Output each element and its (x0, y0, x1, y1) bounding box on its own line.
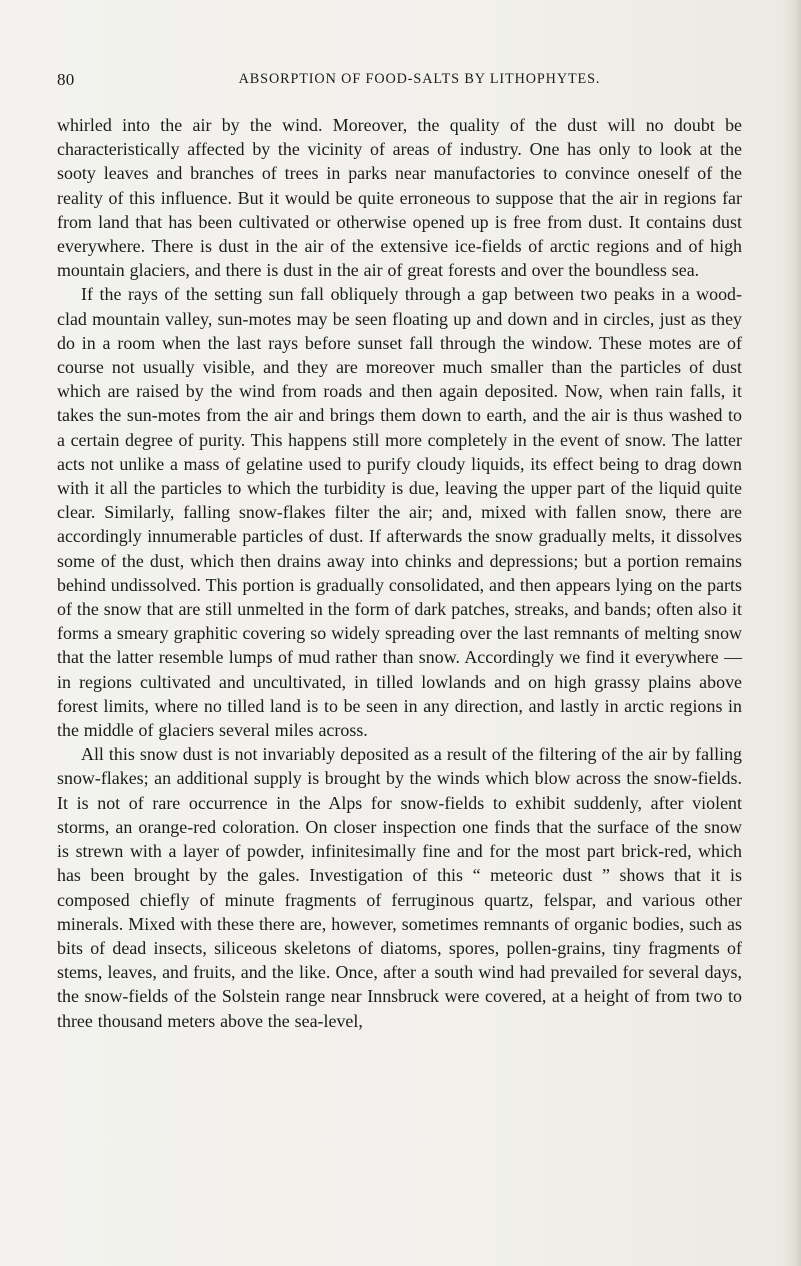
paragraph-continued: whirled into the air by the wind. Moreover, the quality of the dust will no doubt be characteristically affected by the vicinity of areas of industry. One has only to look at the sooty leaves and branches of trees in parks near manufactories to convince oneself of the reality of this influence. But it would be quite erroneous to suppose that the air in regions far from land that has been cultivated or otherwise opened up is free from dust. It contains dust everywhere. There is dust in the air of the extensive ice-fields of arctic regions and of high mountain glaciers, and there is dust in the air of great forests and over the boundless sea. (57, 115, 742, 281)
page-edge-shadow (783, 0, 801, 1266)
body-text (57, 113, 742, 1033)
running-title: ABSORPTION OF FOOD-SALTS BY LITHOPHYTES. (238, 71, 601, 87)
page-number: 80 (57, 70, 75, 89)
paragraph-sun-motes: If the rays of the setting sun fall obliquely through a gap between two peaks in a wood-clad mountain valley, sun-motes may be seen floating up and down and in circles, just as they do in a room when the last rays before sunset fall through the window. These motes are of course not usually visible, and they are moreover much smaller than the particles of dust which are raised by the wind from roads and then again deposited. Now, when rain falls, it takes the sun-motes from the air and brings them down to earth, and the air is thus washed to a certain degree of purity. This happens still more completely in the event of snow. The latter acts not unlike a mass of gelatine used to purify cloudy liquids, its effect being to drag down with it all the particles to which the turbidity is due, leaving the upper part of the liquid quite clear. Similarly, falling snow-flakes filter the air; and, mixed with fallen snow, there are accordingly innumerable particles of dust. If afterwards the snow gradually melts, it dissolves some of the dust, which then drains away into chinks and depressions; but a portion remains behind undissolved. This portion is gradually consolidated, and then appears lying on the parts of the snow that are still unmelted in the form of dark patches, streaks, and bands; often also it forms a smeary graphitic covering so widely spreading over the last remnants of melting snow that the latter resemble lumps of mud rather than snow. Accordingly we find it everywhere — in regions cultivated and uncultivated, in tilled lowlands and on high grassy plains above forest limits, where no tilled land is to be seen in any direction, and lastly in arctic regions in the middle of glaciers several miles across. (57, 284, 742, 741)
paragraph-snow-dust: All this snow dust is not invariably deposited as a result of the filtering of the air by falling snow-flakes; an additional supply is brought by the winds which blow across the snow-fields. It is not of rare occurrence in the Alps for snow-fields to exhibit suddenly, after violent storms, an orange-red coloration. On closer inspection one finds that the surface of the snow is strewn with a layer of powder, infinitesimally fine and for the most part brick-red, which has been brought by the gales. Investigation of this “ meteoric dust ” shows that it is composed chiefly of minute fragments of ferruginous quartz, felspar, and various other minerals. Mixed with these there are, however, sometimes remnants of organic bodies, such as bits of dead insects, siliceous skeletons of diatoms, spores, pollen-grains, tiny fragments of stems, leaves, and fruits, and the like. Once, after a south wind had prevailed for several days, the snow-fields of the Solstein range near Innsbruck were covered, at a height of from two to three thousand meters above the sea-level, (57, 744, 742, 1031)
page-header (57, 70, 742, 92)
